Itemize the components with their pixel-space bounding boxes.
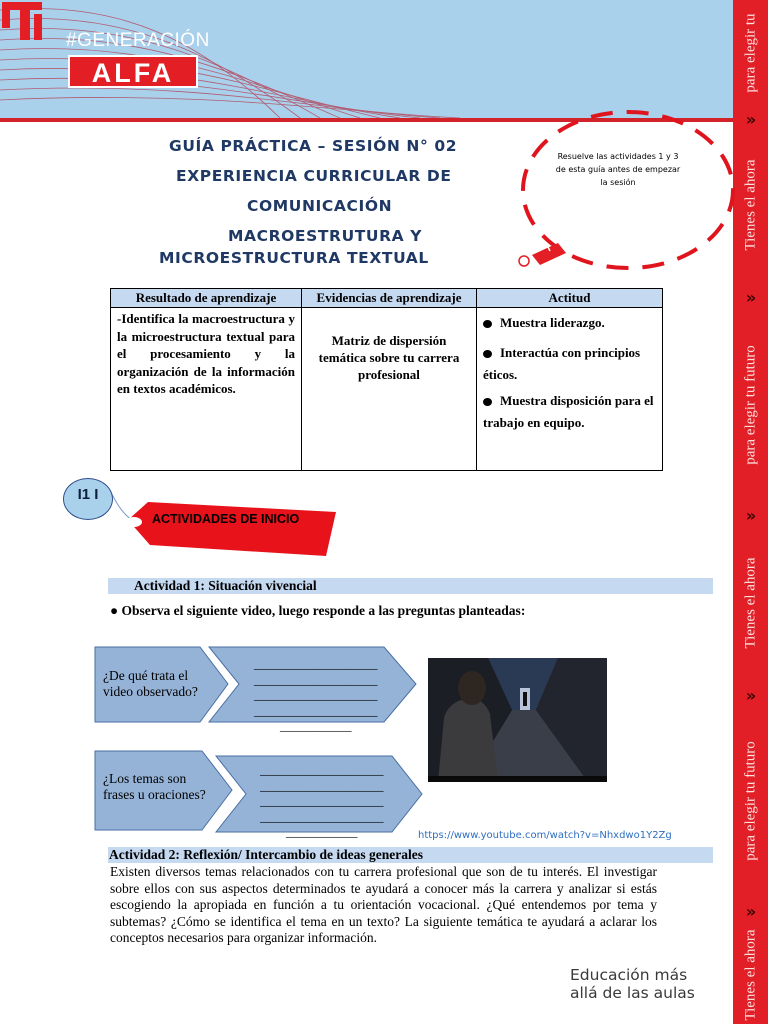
bullet-icon (483, 398, 492, 406)
instruction-note: Resuelve las actividades 1 y 3 de esta guía antes de empezar la sesión (555, 152, 681, 187)
attitude-item: Interactúa con principios éticos. (483, 345, 641, 382)
activity-2-paragraph: Existen diversos temas relacionados con tu carrera profesional que son de tu interés. El investigar sobre ellos con sus aspectos determinados te ayudará a conocer más la carrera y analizar si estás escogiendo la apropiada en función a tu orientación vocacional. ¿Qué entendemos por tema y subtemas? ¿Cómo se identifica el tema en un texto? La siguiente temática te ayudará a aclarar los conceptos necesarios para organizar información. (110, 864, 657, 945)
answer-2-lines[interactable] (260, 762, 384, 840)
question-2-text: ¿Los temas son frases u oraciones? (103, 771, 206, 802)
activities-banner-label: ACTIVIDADES DE INICIO (152, 512, 300, 526)
chevron-up-icon: » (745, 506, 757, 525)
answer-line[interactable]: ___________ (280, 718, 352, 733)
side-slogan-3: para elegir tu futuro (742, 345, 758, 465)
answer-line[interactable]: ___________ (286, 824, 358, 839)
dashed-circle-note (510, 105, 750, 285)
side-slogan-5: para elegir tu futuro (742, 740, 758, 861)
side-slogan-6: Tienes el ahora (742, 928, 758, 1021)
activity-1-instruction: ● Observa el siguiente video, luego responde a las preguntas planteadas: (110, 603, 526, 618)
chevron-up-icon: » (745, 288, 757, 307)
bullet-icon (483, 320, 492, 328)
chevron-up-icon: » (745, 902, 757, 921)
footer-slogan (570, 966, 695, 1002)
answer-line[interactable]: ___________________ (260, 808, 384, 824)
answer-line[interactable]: ___________________ (254, 702, 378, 718)
answer-line[interactable]: ___________________ (254, 671, 378, 687)
table-header-cell: Resultado de aprendizaje (111, 289, 302, 308)
answer-line[interactable]: ___________________ (254, 656, 378, 671)
question-1-text: ¿De qué trata el video observado? (103, 668, 198, 699)
answer-line[interactable]: ___________________ (260, 777, 384, 793)
page-title: GUÍA PRÁCTICA – SESIÓN N° 02 (169, 137, 458, 155)
table-header-cell: Actitud (477, 289, 663, 308)
hashtag-generacion: #GENERACIÓN (66, 30, 210, 51)
topic-line-2: MICROESTRUCTURA TEXTUAL (159, 249, 429, 267)
table-header-cell: Evidencias de aprendizaje (302, 289, 477, 308)
side-slogan-4: Tienes el ahora (742, 557, 758, 649)
side-slogan-2: Tienes el ahora (742, 159, 758, 251)
chevron-up-icon: » (745, 686, 757, 705)
footer-slogan-line-2: allá de las aulas (570, 984, 695, 1002)
chevron-up-icon: » (745, 110, 757, 129)
header-band (0, 0, 733, 118)
youtube-link[interactable]: https://www.youtube.com/watch?v=Nhxdwo1Y2Zg (418, 830, 672, 841)
subtitle-line-2: COMUNICACIÓN (247, 197, 393, 215)
activity-2-title: Actividad 2: Reflexión/ Intercambio de ideas generales (108, 847, 713, 863)
bullet-icon (483, 350, 492, 358)
answer-1-lines[interactable] (254, 656, 378, 734)
side-slogan-1: para elegir tu (742, 12, 758, 93)
activity-1-title: Actividad 1: Situación vivencial (108, 578, 713, 594)
attitude-item: Muestra liderazgo. (483, 312, 656, 334)
attitude-item: Muestra disposición para el trabajo en equipo. (483, 393, 654, 430)
evidencia-cell: Matriz de dispersión temática sobre tu carrera profesional (302, 308, 477, 471)
section-badge: I1 I (63, 478, 113, 520)
alfa-logo (68, 55, 198, 88)
table-row (111, 308, 663, 471)
answer-line[interactable]: ___________________ (260, 762, 384, 777)
answer-line[interactable]: ___________________ (254, 687, 378, 702)
answer-line[interactable]: ___________________ (260, 793, 384, 808)
pointing-hand-icon (519, 243, 566, 266)
utp-logo-icon (0, 0, 44, 42)
actitud-cell (477, 308, 663, 471)
alfa-logo-text: ALFA (91, 58, 175, 88)
subtitle-line-1: EXPERIENCIA CURRICULAR DE (176, 167, 452, 185)
resultado-cell: -Identifica la macroestructura y la microestructura textual para el procesamiento y la organización de la información en textos académicos. (111, 308, 302, 471)
table-header-row (111, 289, 663, 308)
corridor-scene-image (428, 658, 607, 782)
footer-slogan-line-1: Educación más (570, 966, 688, 984)
learning-outcomes-table (110, 288, 663, 471)
topic-line-1: MACROESTRUTURA Y (228, 227, 423, 245)
video-thumbnail[interactable] (428, 658, 607, 782)
